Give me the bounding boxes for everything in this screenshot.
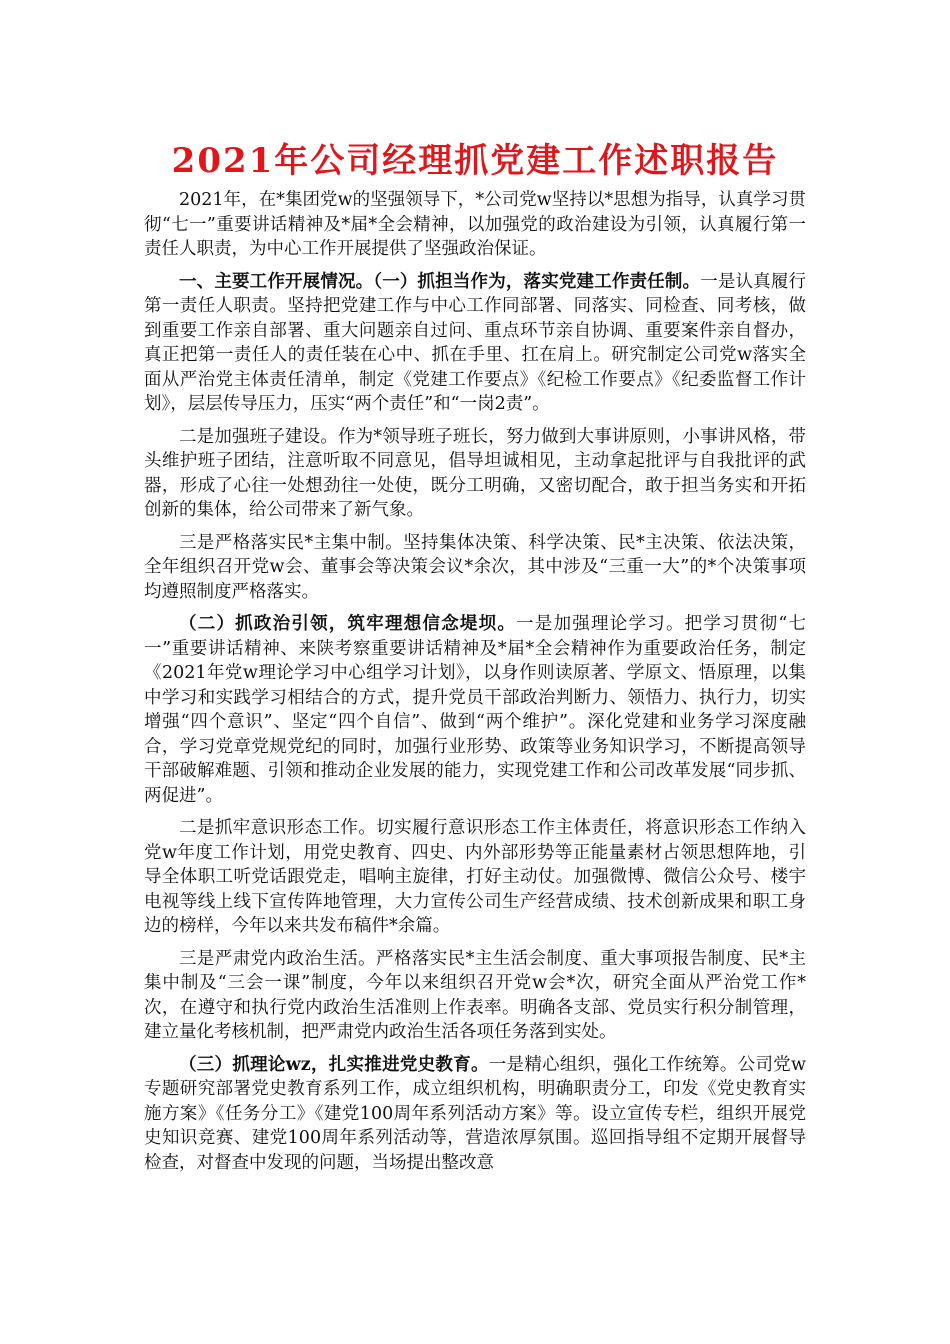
paragraph-intro <box>144 188 806 262</box>
paragraph-text: 三是严肃党内政治生活。严格落实民*主生活会制度、重大事项报告制度、民*主集中制及“三会一课”制度，今年以来组织召开党w会*次，研究全面从严治党工作*次，在遵守和执行党内政治生活准则上作表率。明确各支部、党员实行积分制管理，建立量化考核机制，把严肃党内政治生活各项任务落到实处。 <box>144 948 806 1042</box>
section-heading: 一、主要工作开展情况。（一）抓担当作为，落实党建工作责任制。 <box>179 271 701 292</box>
paragraph-text: 一是精心组织，强化工作统筹。公司党w专题研究部署党史教育系列工作，成立组织机构，明确职责分工，印发《党史教育实施方案》《任务分工》《建党100周年系列活动方案》等。设立宣传专栏，组织开展党史知识竞赛、建党100周年系列活动等，营造浓厚氛围。巡回指导组不定期开展督导检查，对督查中发现的问题，当场提出整改意 <box>144 1054 806 1173</box>
paragraph <box>144 531 806 605</box>
document-body <box>144 188 806 1183</box>
paragraph-text: 二是加强班子建设。作为*领导班子班长，努力做到大事讲原则，小事讲风格，带头维护班子团结，注意听取不同意见，倡导坦诚相见，主动拿起批评与自我批评的武器，形成了心往一处想劲往一处使，既分工明确，又密切配合，敢于担当务实和开拓创新的集体，给公司带来了新气象。 <box>144 426 806 520</box>
paragraph-section-3 <box>144 1053 806 1176</box>
paragraph-section-2 <box>144 612 806 808</box>
document-title: 2021年公司经理抓党建工作述职报告 <box>171 141 779 181</box>
paragraph <box>144 816 806 939</box>
section-heading: （三）抓理论wz，扎实推进党史教育。 <box>179 1054 489 1075</box>
paragraph-text: 一是加强理论学习。把学习贯彻“七一”重要讲话精神、来陕考察重要讲话精神及*届*全会精神作为重要政治任务，制定《2021年党w理论学习中心组学习计划》，以身作则读原著、学原文、悟原理，以集中学习和实践学习相结合的方式，提升党员干部政治判断力、领悟力、执行力，切实增强“四个意识”、坚定“四个自信”、做到“两个维护”。深化党建和业务学习深度融合，学习党章党规党纪的同时，加强行业形势、政策等业务知识学习，不断提高领导干部破解难题、引领和推动企业发展的能力，实现党建工作和公司改革发展“同步抓、两促进”。 <box>144 614 807 806</box>
paragraph-text: 三是严格落实民*主集中制。坚持集体决策、科学决策、民*主决策、依法决策，全年组织召开党w会、董事会等决策会议*余次，其中涉及“三重一大”的*个决策事项均遵照制度严格落实。 <box>144 532 806 602</box>
section-heading: （二）抓政治引领，筑牢理想信念堤坝。 <box>179 614 517 634</box>
paragraph-text: 一是认真履行第一责任人职责。坚持把党建工作与中心工作同部署、同落实、同检查、同考核，做到重要工作亲自部署、重大问题亲自过问、重点环节亲自协调、重要案件亲自督办，真正把第一责任人的责任装在心中、抓在手里、扛在肩上。研究制定公司党w落实全面从严治党主体责任清单，制定《党建工作要点》《纪检工作要点》《纪委监督工作计划》，层层传导压力，压实“两个责任”和“一岗2责”。 <box>144 271 807 414</box>
paragraph <box>144 947 806 1045</box>
paragraph-section-1 <box>144 270 806 417</box>
paragraph-text: 2021年，在*集团党w的坚强领导下，*公司党w坚持以*思想为指导，认真学习贯彻“七一”重要讲话精神及*届*全会精神，以加强党的政治建设为引领，认真履行第一责任人职责，为中心工作开展提供了坚强政治保证。 <box>144 190 806 259</box>
paragraph <box>144 425 806 523</box>
paragraph-text: 二是抓牢意识形态工作。切实履行意识形态工作主体责任，将意识形态工作纳入党w年度工作计划，用党史教育、四史、内外部形势等正能量素材占领思想阵地，引导全体职工听党话跟党走，唱响主旋律，打好主动仗。加强微博、微信公众号、楼宇电视等线上线下宣传阵地管理，大力宣传公司生产经营成绩、技术创新成果和职工身边的榜样，今年以来共发布稿件*余篇。 <box>144 818 806 936</box>
